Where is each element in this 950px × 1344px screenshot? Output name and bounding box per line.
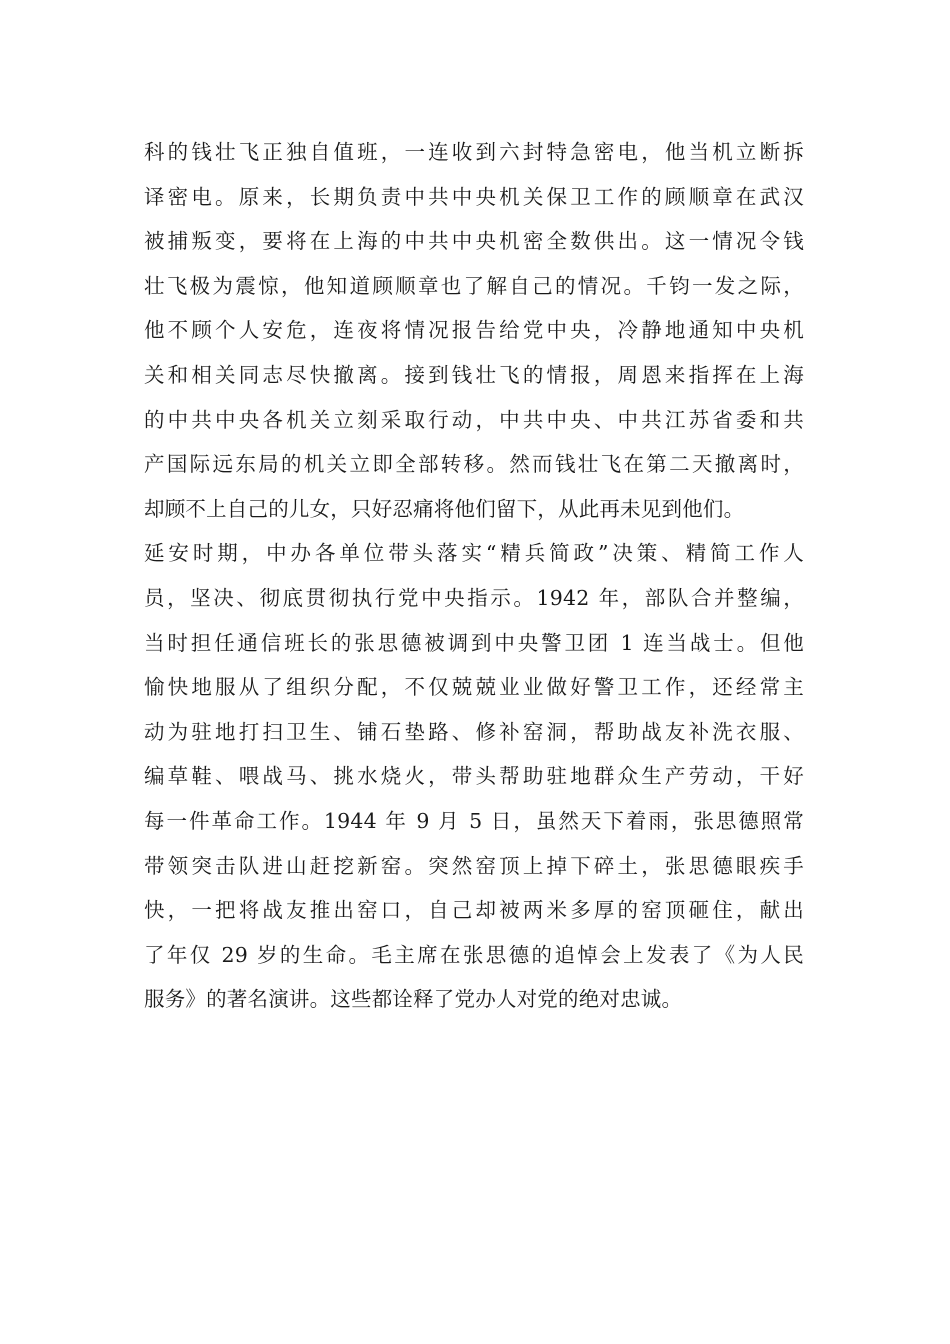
text-line: 关和相关同志尽快撤离。接到钱壮飞的情报，周恩来指挥在上海 (144, 362, 804, 387)
text-line: 的中共中央各机关立刻采取行动，中共中央、中共江苏省委和共 (144, 407, 804, 432)
text-line: 壮飞极为震惊，他知道顾顺章也了解自己的情况。千钧一发之际， (144, 273, 804, 298)
text-line: 编草鞋、喂战马、挑水烧火，带头帮助驻地群众生产劳动，干好 (144, 764, 804, 789)
text-line: 带领突击队进山赶挖新窑。突然窑顶上掉下碎土，张思德眼疾手 (144, 853, 804, 878)
text-line: 他不顾个人安危，连夜将情况报告给党中央，冷静地通知中央机 (144, 318, 804, 343)
body-text (144, 130, 804, 1022)
text-line: 延安时期，中办各单位带头落实“精兵简政”决策、精简工作人 (144, 541, 804, 566)
text-line: 快，一把将战友推出窑口，自己却被两米多厚的窑顶砸住，献出 (144, 898, 804, 923)
text-line: 每一件革命工作。1944 年 9 月 5 日，虽然天下着雨，张思德照常 (144, 808, 804, 833)
text-line: 服务》的著名演讲。这些都诠释了党办人对党的绝对忠诚。 (144, 987, 683, 1012)
text-line: 却顾不上自己的儿女，只好忍痛将他们留下，从此再未见到他们。 (144, 496, 745, 521)
text-line: 动为驻地打扫卫生、铺石垫路、修补窑洞，帮助战友补洗衣服、 (144, 719, 804, 744)
text-line: 被捕叛变，要将在上海的中共中央机密全数供出。这一情况令钱 (144, 229, 804, 254)
text-line: 了年仅 29 岁的生命。毛主席在张思德的追悼会上发表了《为人民 (144, 942, 804, 967)
text-line: 产国际远东局的机关立即全部转移。然而钱壮飞在第二天撤离时， (144, 452, 804, 477)
text-line: 当时担任通信班长的张思德被调到中央警卫团 1 连当战士。但他 (144, 630, 804, 655)
text-line: 员，坚决、彻底贯彻执行党中央指示。1942 年，部队合并整编， (144, 585, 804, 610)
text-line: 科的钱壮飞正独自值班，一连收到六封特急密电，他当机立断拆 (144, 140, 804, 164)
text-line: 译密电。原来，长期负责中共中央机关保卫工作的顾顺章在武汉 (144, 184, 804, 209)
text-line: 愉快地服从了组织分配，不仅兢兢业业做好警卫工作，还经常主 (144, 675, 804, 700)
